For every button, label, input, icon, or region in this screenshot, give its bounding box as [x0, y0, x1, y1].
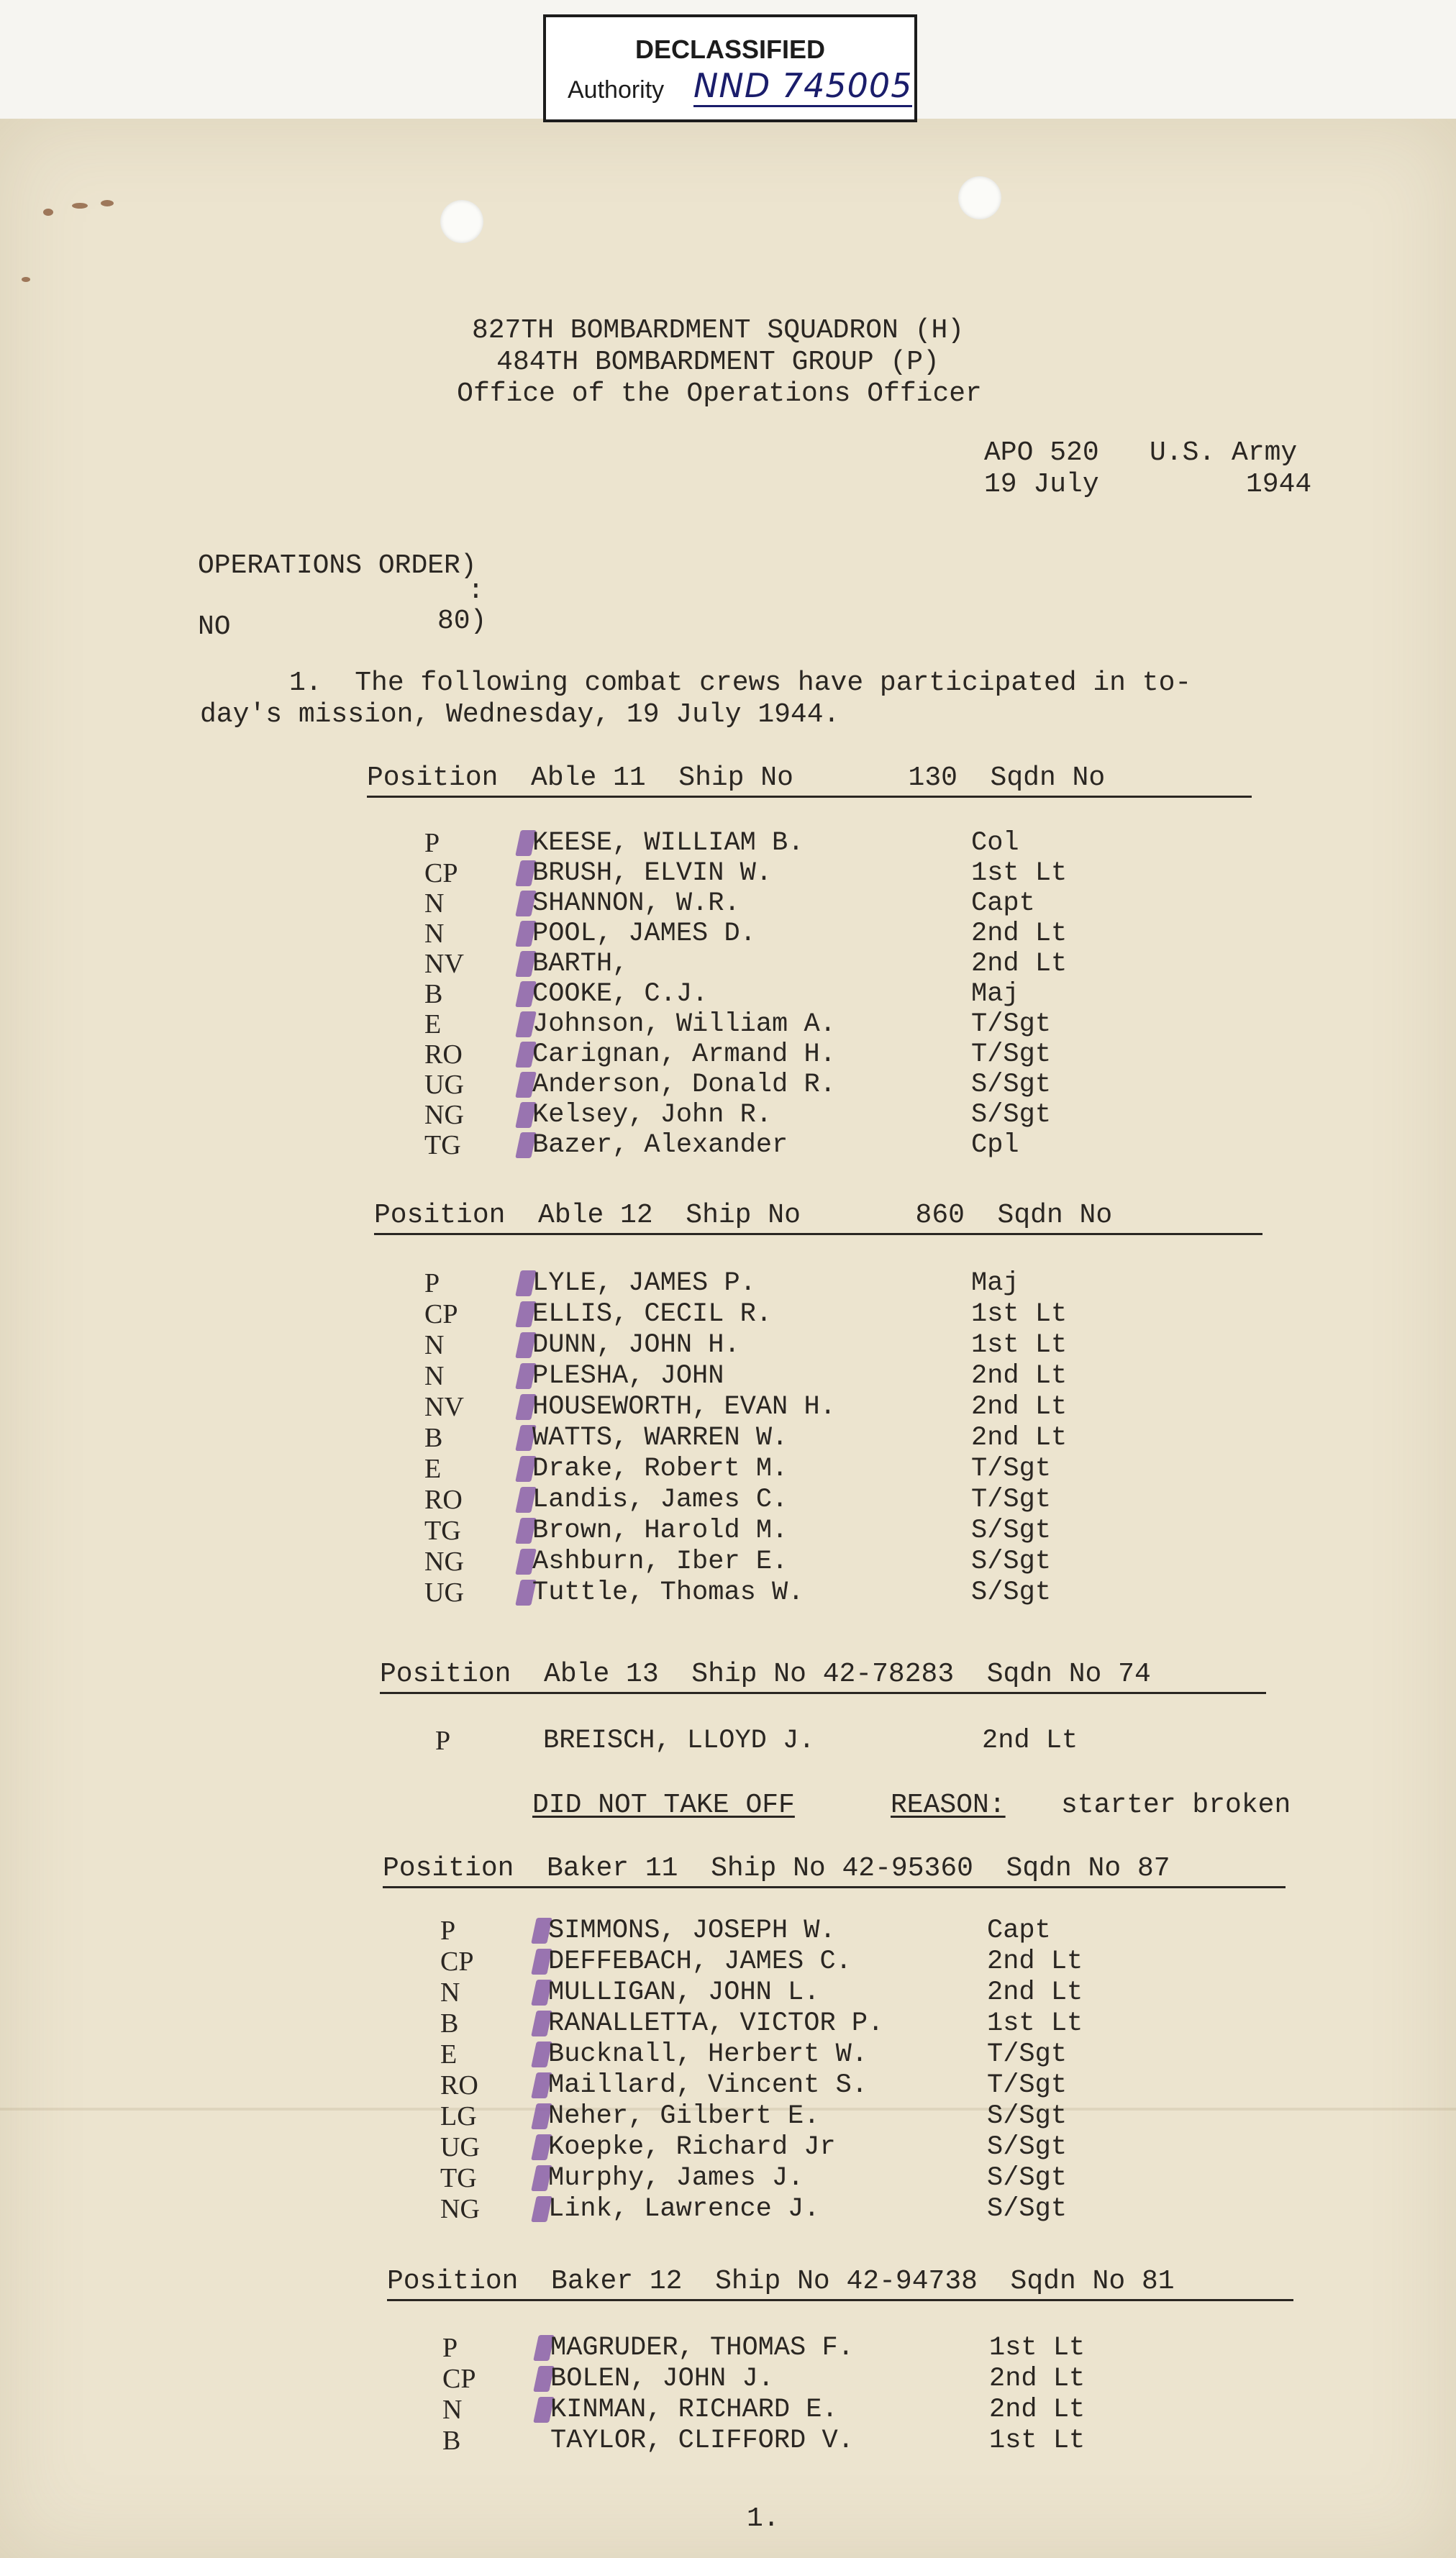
crew-position-code: NG [424, 1547, 464, 1577]
crew-position-code: NG [440, 2194, 480, 2224]
declassified-stamp [543, 14, 917, 122]
crew-position-code: UG [424, 1070, 464, 1100]
crew-position-code: N [424, 1330, 445, 1360]
crew-rank: 2nd Lt [971, 1361, 1068, 1391]
army-label: U.S. Army [1150, 437, 1298, 468]
stamp-authority-label: Authority [568, 76, 665, 104]
header-squadron: 827TH BOMBARDMENT SQUADRON (H) [471, 315, 965, 346]
crew-rank: Col [971, 828, 1019, 858]
order-colon: : [468, 575, 484, 606]
crew-position-code: LG [440, 2101, 477, 2131]
crew-position-code: N [424, 1361, 445, 1391]
order-number-label: NO [198, 611, 231, 642]
crew-name: MAGRUDER, THOMAS F. [550, 2333, 854, 2363]
crew-rank: 2nd Lt [989, 2395, 1086, 2425]
crew-position-code: N [442, 2395, 463, 2425]
date-day: 19 July [984, 469, 1099, 500]
crew-rank: T/Sgt [971, 1009, 1052, 1039]
crew-rank: 2nd Lt [982, 1726, 1078, 1756]
crew-position-code: P [424, 1268, 440, 1298]
stain-mark [72, 203, 88, 209]
crew-position-code: B [442, 2426, 461, 2456]
crew-position-code: CP [424, 858, 458, 888]
crew-name: Neher, Gilbert E. [548, 2101, 820, 2131]
crew-rank: 2nd Lt [971, 949, 1068, 979]
crew-rank: S/Sgt [971, 1547, 1052, 1577]
crew-name: Bazer, Alexander [532, 1130, 788, 1160]
crew-name: Kelsey, John R. [532, 1100, 773, 1130]
crew-rank: 2nd Lt [971, 919, 1068, 949]
crew-position-code: E [424, 1454, 442, 1484]
crew-rank: S/Sgt [987, 2101, 1068, 2131]
crew-name: LYLE, JAMES P. [532, 1268, 756, 1298]
operations-order-label: OPERATIONS ORDER) [198, 550, 477, 581]
crew-rank: 2nd Lt [971, 1423, 1068, 1453]
crew-name: Koepke, Richard Jr [548, 2132, 836, 2162]
crew-name: Bucknall, Herbert W. [548, 2039, 868, 2070]
crew-name: COOKE, C.J. [532, 979, 709, 1009]
crew-rank: Maj [971, 1268, 1019, 1298]
crew-name: Ashburn, Iber E. [532, 1547, 788, 1577]
date-year: 1944 [1246, 469, 1312, 500]
crew-name: ELLIS, CECIL R. [532, 1299, 773, 1329]
crew-rank: S/Sgt [987, 2132, 1068, 2162]
crew-position-code: TG [424, 1516, 461, 1546]
stamp-title: DECLASSIFIED [634, 35, 826, 64]
crew-rank: 1st Lt [989, 2333, 1086, 2363]
stain-mark [43, 209, 53, 216]
crew-position-code: TG [440, 2163, 477, 2193]
crew-rank: 1st Lt [971, 1299, 1068, 1329]
crew-position-code: P [435, 1726, 451, 1756]
crew-position-code: UG [424, 1578, 464, 1608]
crew-rank: S/Sgt [971, 1578, 1052, 1608]
crew-rank: 1st Lt [987, 2008, 1083, 2039]
paragraph-1-line-2: day's mission, Wednesday, 19 July 1944. [200, 699, 840, 730]
crew-rank: T/Sgt [987, 2070, 1068, 2100]
crew-position-code: NG [424, 1100, 464, 1130]
crew-name: KINMAN, RICHARD E. [550, 2395, 838, 2425]
crew-position-code: N [440, 1977, 460, 2008]
crew-position-code: RO [440, 2070, 478, 2100]
crew-name: Johnson, William A. [532, 1009, 836, 1039]
crew-position-code: NV [424, 1392, 464, 1422]
crew-position-code: CP [424, 1299, 458, 1329]
crew-name: DEFFEBACH, JAMES C. [548, 1947, 852, 1977]
crew-position-code: P [442, 2333, 458, 2363]
crew-name: WATTS, WARREN W. [532, 1423, 788, 1453]
crew-name: POOL, JAMES D. [532, 919, 756, 949]
crew-position-code: NV [424, 949, 464, 979]
crew-rank: S/Sgt [971, 1070, 1052, 1100]
crew-name: Anderson, Donald R. [532, 1070, 836, 1100]
crew-rank: Maj [971, 979, 1019, 1009]
crew-rank: S/Sgt [971, 1100, 1052, 1130]
crew-position-code: P [440, 1916, 456, 1946]
crew-name: Murphy, James J. [548, 2163, 804, 2193]
crew-position-code: B [424, 1423, 443, 1453]
punch-hole-right [958, 176, 1001, 219]
crew-name: PLESHA, JOHN [532, 1361, 724, 1391]
crew-rank: 2nd Lt [989, 2364, 1086, 2394]
crew-rank: Capt [971, 888, 1035, 919]
crew-rank: 2nd Lt [987, 1977, 1083, 2008]
reason-text: starter broken [1061, 1790, 1291, 1821]
crew-name: KEESE, WILLIAM B. [532, 828, 804, 858]
crew-name: Carignan, Armand H. [532, 1039, 836, 1070]
reason-label: REASON: [891, 1790, 1006, 1821]
crew-position-code: N [424, 919, 445, 949]
crew-name: BARTH, [532, 949, 629, 979]
crew-position-code: UG [440, 2132, 480, 2162]
crew-name: BOLEN, JOHN J. [550, 2364, 774, 2394]
crew-position-code: TG [424, 1130, 461, 1160]
crew-rank: Capt [987, 1916, 1051, 1946]
stamp-authority-signature: NND 745005 [693, 66, 912, 107]
crew-name: Maillard, Vincent S. [548, 2070, 868, 2100]
crew-position-code: N [424, 888, 445, 919]
crew-position-code: B [424, 979, 443, 1009]
crew-name: Landis, James C. [532, 1485, 788, 1515]
order-number-value: 80) [437, 606, 487, 637]
crew-name: SIMMONS, JOSEPH W. [548, 1916, 836, 1946]
crew-position-code: CP [442, 2364, 476, 2394]
crew-rank: 2nd Lt [987, 1947, 1083, 1977]
apo-number: APO 520 [984, 437, 1099, 468]
crew-position-code: RO [424, 1485, 463, 1515]
crew-position-code: CP [440, 1947, 474, 1977]
crew-rank: 1st Lt [989, 2426, 1086, 2456]
crew-position-code: RO [424, 1039, 463, 1070]
crew-position-header: Position Able 11 Ship No 130 Sqdn No [367, 763, 1252, 798]
crew-rank: T/Sgt [971, 1039, 1052, 1070]
header-office: Office of the Operations Officer [457, 378, 982, 409]
punch-hole-left [440, 200, 483, 243]
crew-rank: 2nd Lt [971, 1392, 1068, 1422]
crew-name: Brown, Harold M. [532, 1516, 788, 1546]
crew-name: TAYLOR, CLIFFORD V. [550, 2426, 854, 2456]
crew-position-code: E [424, 1009, 442, 1039]
crew-name: DUNN, JOHN H. [532, 1330, 740, 1360]
crew-rank: 1st Lt [971, 1330, 1068, 1360]
crew-rank: T/Sgt [971, 1485, 1052, 1515]
header-group: 484TH BOMBARDMENT GROUP (P) [496, 347, 939, 378]
crew-name: SHANNON, W.R. [532, 888, 740, 919]
crew-position-code: P [424, 828, 440, 858]
crew-position-header: Position Baker 12 Ship No 42-94738 Sqdn No 81 [387, 2266, 1293, 2301]
crew-position-code: B [440, 2008, 459, 2039]
crew-name: RANALLETTA, VICTOR P. [548, 2008, 884, 2039]
crew-position-header: Position Able 12 Ship No 860 Sqdn No [374, 1200, 1262, 1235]
paragraph-1-line-1: 1. The following combat crews have participated in to- [289, 668, 1192, 698]
crew-rank: S/Sgt [987, 2163, 1068, 2193]
did-not-take-off-note: DID NOT TAKE OFF [532, 1790, 795, 1821]
crew-rank: Cpl [971, 1130, 1019, 1160]
crew-position-code: E [440, 2039, 458, 2070]
crew-rank: T/Sgt [971, 1454, 1052, 1484]
crew-rank: S/Sgt [971, 1516, 1052, 1546]
crew-rank: T/Sgt [987, 2039, 1068, 2070]
stain-mark [22, 277, 30, 282]
crew-name: Link, Lawrence J. [548, 2194, 820, 2224]
crew-rank: 1st Lt [971, 858, 1068, 888]
crew-position-header: Position Baker 11 Ship No 42-95360 Sqdn No 87 [383, 1853, 1286, 1888]
crew-name: BRUSH, ELVIN W. [532, 858, 773, 888]
crew-rank: S/Sgt [987, 2194, 1068, 2224]
stain-mark [101, 200, 114, 206]
crew-name: Drake, Robert M. [532, 1454, 788, 1484]
crew-position-header: Position Able 13 Ship No 42-78283 Sqdn No 74 [380, 1659, 1266, 1694]
crew-name: Tuttle, Thomas W. [532, 1578, 804, 1608]
crew-name: BREISCH, LLOYD J. [543, 1726, 815, 1756]
crew-name: MULLIGAN, JOHN L. [548, 1977, 820, 2008]
page-number: 1. [747, 2503, 780, 2534]
crew-name: HOUSEWORTH, EVAN H. [532, 1392, 836, 1422]
